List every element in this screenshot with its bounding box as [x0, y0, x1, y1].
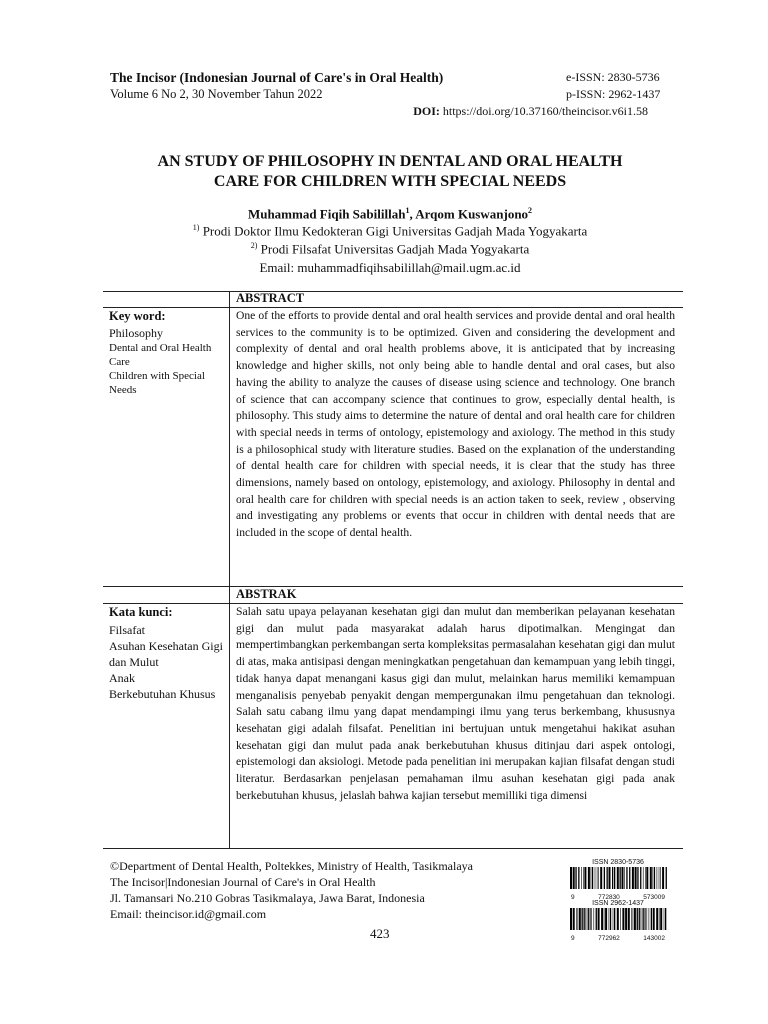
author-1-sup: 1	[405, 206, 410, 215]
authors	[100, 206, 680, 222]
barcode-bar	[666, 867, 667, 889]
barcode-digit-group: 573009	[643, 894, 665, 901]
footer-journal: The Incisor|Indonesian Journal of Care's in Oral Health	[110, 875, 376, 889]
barcode-bar	[590, 908, 591, 930]
barcode-bar	[625, 908, 627, 930]
barcode-bar	[662, 867, 664, 889]
keywords-title: Key word:	[109, 309, 166, 323]
author-2-sup: 2	[528, 206, 533, 215]
barcode-bar	[598, 908, 600, 930]
barcode-bar	[582, 908, 583, 930]
barcode-bar	[601, 908, 603, 930]
footer-copyright: ©Department of Dental Health, Poltekkes, Ministry of Health, Tasikmalaya	[110, 859, 473, 873]
barcode-bar	[620, 867, 621, 889]
barcode-digit-group: 9	[571, 935, 575, 942]
footer-email: Email: theincisor.id@gmail.com	[110, 907, 267, 921]
barcode-bar	[660, 867, 661, 889]
barcode-bar	[629, 867, 630, 889]
barcode-bar	[586, 908, 587, 930]
barcode-bar	[641, 908, 642, 930]
barcode-digit-group: 9	[571, 894, 575, 901]
barcode-bar	[587, 908, 588, 930]
barcode-bar	[613, 908, 614, 930]
keyword-item: Dental and Oral Health Care	[109, 342, 212, 368]
barcode-digit-group: 772830	[598, 894, 620, 901]
title-line-1: AN STUDY OF PHILOSOPHY IN DENTAL AND ORAL HEALTH	[157, 153, 623, 170]
barcode-bar	[614, 867, 615, 889]
barcode-bar	[573, 908, 575, 930]
barcode-bar	[622, 867, 624, 889]
title-line-2: CARE FOR CHILDREN WITH SPECIAL NEEDS	[213, 173, 567, 190]
barcode-bar	[584, 908, 585, 930]
barcode-bar	[598, 867, 599, 889]
barcode-bar	[664, 908, 665, 930]
page-footer	[110, 858, 473, 922]
barcode-digits	[567, 935, 669, 942]
doi-label: DOI:	[413, 104, 440, 118]
eissn-barcode	[567, 858, 669, 901]
barcode-bar	[626, 867, 627, 889]
keyword-item: Asuhan Kesehatan Gigi dan Mulut	[109, 639, 223, 669]
barcode-bar	[620, 908, 621, 930]
barcode-label: ISSN 2830-5736	[592, 859, 644, 866]
barcode-bar	[573, 867, 575, 889]
barcode-bar	[657, 867, 658, 889]
kata-kunci-list	[109, 622, 227, 702]
barcode-bar	[609, 908, 610, 930]
barcode-bar	[575, 867, 576, 889]
barcode-bar	[656, 908, 658, 930]
barcode-bar	[610, 908, 611, 930]
barcode-bar	[646, 867, 648, 889]
paper-title	[100, 152, 680, 192]
barcode-bars	[568, 908, 668, 930]
barcode-bar	[584, 867, 586, 889]
barcode-bar	[583, 867, 584, 889]
pissn-barcode	[567, 899, 669, 942]
keyword-item: Berkebutuhan Khusus	[109, 687, 216, 701]
footer-address: Jl. Tamansari No.210 Gobras Tasikmalaya, Jawa Barat, Indonesia	[110, 891, 425, 905]
barcode-bar	[622, 908, 624, 930]
abstrak-text: Salah satu upaya pelayanan kesehatan gigi dan mulut dan memberikan pelayanan kesehatan gigi dan mulut pada masyarakat adalah harus dipotimalkan. Mengingat dan mempertimbangkan perkembangan serta kompleksitas permasalahan kesehatan gigi dan mulut di atas, maka antisipasi dengan meningkatkan pengetahuan dan kemampuan yang lebih tinggi, tidak hanya dapat menangani kasus gigi dan mulut, melainkan harus memiliki kemampuan menganalisis penyebab penyakit dengan mempergunakan ilmu pengetahuan dan teknologi. Salah satu cabang ilmu yang dapat mendampingi ilmu yang terus berkembang, khususnya kesehatan gigi adalah filsafat. Penelitian ini bertujuan untuk mengetahui hakikat asuhan kesehatan gigi dan mulut pada anak berkebutuhan khusus ditinjau dari aspek ontologi, epistemologi dan aksiologi. Metode pada penelitian ini merupakan kajian filsafat dengan studi literatur. Berdasarkan penjelasan pemahaman ilmu asuhan kesehatan gigi pada anak berkebutuhan khusus, jelaslah bahwa kajian tersebut memilliki tiga dimensi	[236, 605, 675, 802]
affiliation-1-sup: 1)	[192, 223, 200, 232]
journal-volume: Volume 6 No 2, 30 November Tahun 2022	[110, 87, 323, 101]
barcode-bar	[605, 908, 607, 930]
keyword-item: Filsafat	[109, 623, 145, 637]
affiliation-1	[100, 223, 680, 239]
table-rule-top	[103, 291, 683, 292]
barcode-bar	[588, 867, 590, 889]
kata-kunci-title: Kata kunci:	[109, 605, 173, 619]
barcode-bar	[595, 867, 596, 889]
barcode-bar	[578, 908, 579, 930]
barcode-bar	[604, 867, 605, 889]
affiliation-1-text: Prodi Doktor Ilmu Kedokteran Gigi Universitas Gadjah Mada Yogyakarta	[199, 223, 588, 239]
barcode-bar	[588, 908, 589, 930]
barcode-bar	[639, 908, 640, 930]
barcode-bar	[660, 908, 662, 930]
barcode-bar	[635, 867, 637, 889]
doi	[413, 104, 648, 119]
barcode-bar	[612, 867, 613, 889]
abstract-heading: ABSTRACT	[236, 291, 305, 305]
barcode-bar	[633, 908, 634, 930]
barcode-bar	[640, 867, 641, 889]
barcode-bar	[645, 867, 646, 889]
barcode-bar	[578, 867, 579, 889]
barcode-bar	[592, 867, 593, 889]
barcode-bar	[597, 867, 598, 889]
barcode-bar	[591, 908, 592, 930]
abstrak-heading: ABSTRAK	[236, 587, 297, 601]
barcode-bar	[645, 908, 646, 930]
affiliation-2-sup: 2)	[250, 241, 258, 250]
barcode-bar	[647, 908, 648, 930]
barcode-bar	[617, 908, 619, 930]
barcode-bar	[637, 867, 638, 889]
barcode-bar	[570, 867, 572, 889]
barcode-digit-group: 143002	[643, 935, 665, 942]
barcode-bar	[570, 908, 572, 930]
keyword-item: Anak	[109, 671, 135, 685]
p-issn: p-ISSN: 2962-1437	[566, 87, 661, 101]
barcode-bar	[632, 867, 634, 889]
barcode-bar	[591, 867, 592, 889]
e-issn: e-ISSN: 2830-5736	[566, 70, 660, 84]
abstract-text: One of the efforts to provide dental and oral health services and provide dental and oral health services to the community is to be optimized. Given and considering the development and complexity of dental and oral health problems above, it is anticipated that by increasing knowledge and higher skills, not only being able to handle dental and oral cases, but also having the ability to analyze the causes of disease using science and technology. One branch of science that can accompany science that continues to grow, especially dental health, is philosophy. This study aims to determine the nature of dental and oral health care for children with special needs in terms of ontology, epistemology and axiology. The method in this study is a philosophical study with literature studies. Based on the explanation of the understanding of dental health care for children with special needs, it is clear that the study has three dimensions, namely based on ontology, epistemology, and axiology. Philosophy in dental and oral health care for children with special needs is an action taken to seek, review , observing and investigating any problems or events that occur in children with dental needs that are included in the scope of dental health.	[236, 309, 675, 540]
barcode-bar	[617, 867, 619, 889]
keyword-item: Philosophy	[109, 326, 164, 340]
table-rule-mid	[103, 586, 683, 587]
barcode-digit-group: 772962	[598, 935, 620, 942]
barcode-bar	[607, 867, 608, 889]
barcode-bar	[653, 908, 655, 930]
doi-link[interactable]: https://doi.org/10.37160/theincisor.v6i1.58	[442, 104, 648, 118]
barcode-bar	[614, 908, 615, 930]
barcode-bar	[665, 908, 666, 930]
barcode-bar	[604, 908, 605, 930]
barcode-bar	[581, 867, 582, 889]
keyword-item: Children with Special Needs	[109, 370, 205, 396]
barcode-bar	[576, 908, 577, 930]
table-rule-bottom	[103, 848, 683, 849]
barcode-bar	[649, 908, 650, 930]
barcode-bar	[659, 867, 660, 889]
barcode-bar	[643, 908, 644, 930]
affiliation-2	[100, 241, 680, 257]
barcode-bar	[600, 867, 602, 889]
barcode-bar	[631, 908, 632, 930]
barcode-bar	[650, 867, 652, 889]
barcode-bar	[653, 867, 654, 889]
barcode-bar	[659, 908, 660, 930]
barcode-bar	[643, 867, 644, 889]
author-1: Muhammad Fiqih Sabilillah	[247, 206, 406, 222]
barcode-bar	[609, 867, 611, 889]
barcode-bar	[642, 908, 643, 930]
keywords-list	[109, 325, 227, 397]
journal-name: The Incisor (Indonesian Journal of Care's in Oral Health)	[110, 70, 444, 85]
barcode-label: ISSN 2962-1437	[592, 900, 644, 907]
barcode-bar	[651, 908, 652, 930]
author-separator: ,	[409, 206, 416, 222]
corresponding-email[interactable]: Email: muhammadfiqihsabilillah@mail.ugm.ac.id	[259, 260, 521, 275]
barcode-bar	[579, 908, 581, 930]
barcode-bars	[568, 867, 668, 889]
page-number: 423	[370, 926, 390, 941]
barcode-bar	[594, 908, 595, 930]
barcode-bar	[624, 867, 625, 889]
barcode-bar	[596, 908, 597, 930]
table-column-divider	[229, 291, 230, 848]
barcode-bar	[634, 908, 636, 930]
barcode-bar	[654, 867, 655, 889]
barcode-bar	[628, 908, 630, 930]
author-2: Arqom Kuswanjono	[415, 206, 529, 222]
affiliation-2-text: Prodi Filsafat Universitas Gadjah Mada Yogyakarta	[257, 241, 530, 257]
barcode-bar	[637, 908, 638, 930]
